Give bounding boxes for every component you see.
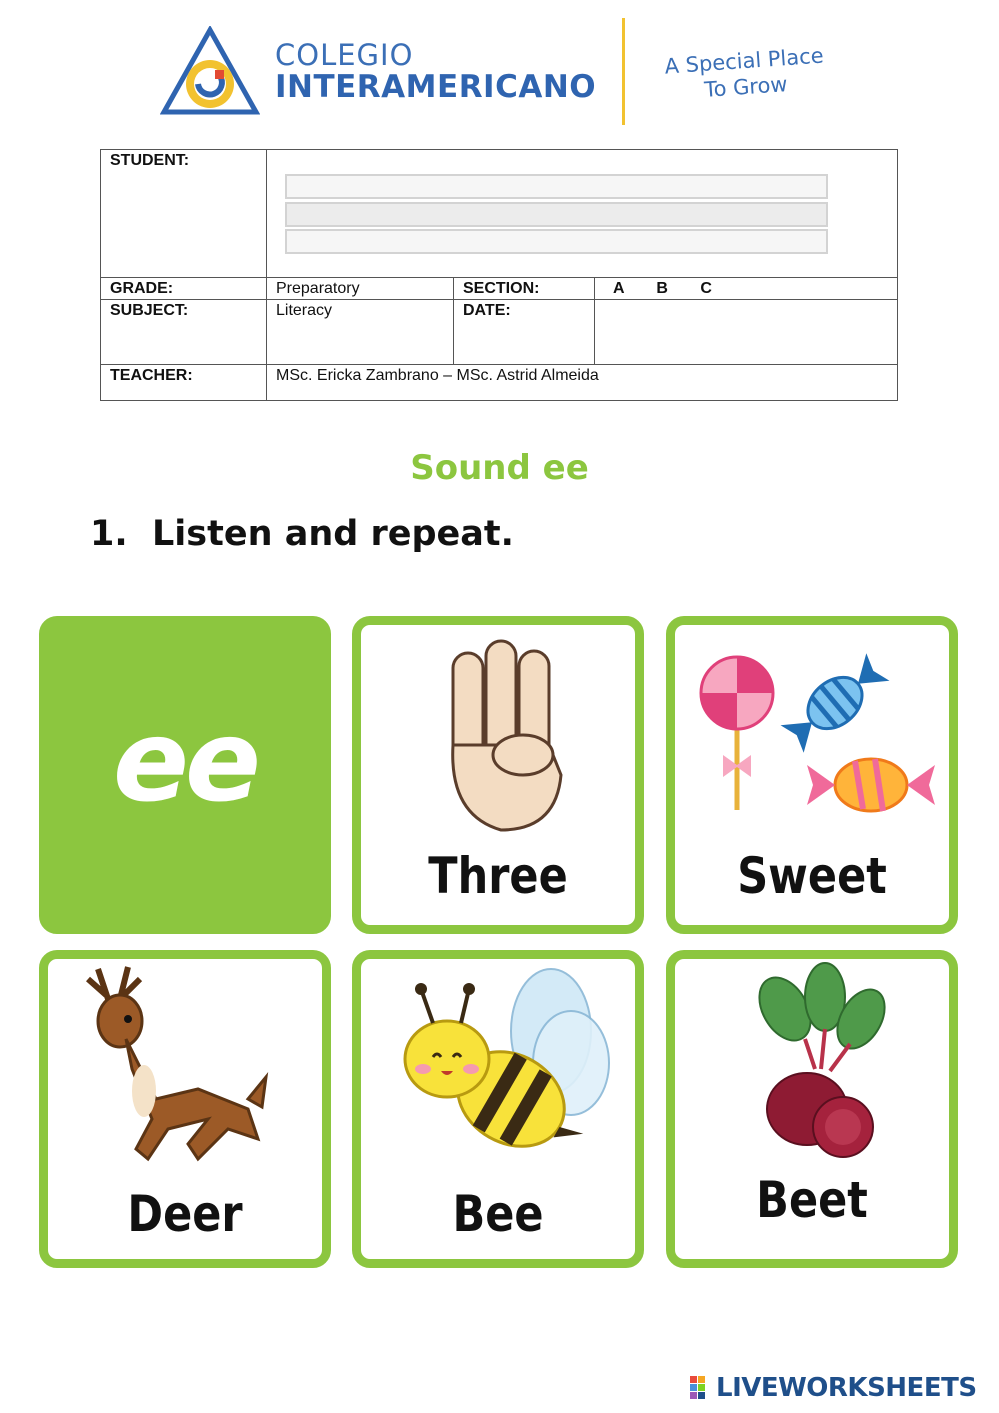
deer-icon [48, 959, 322, 1179]
liveworksheets-logo-icon [690, 1376, 714, 1400]
grade-label: GRADE: [101, 278, 267, 300]
school-tagline [648, 41, 841, 106]
instruction-text: Listen and repeat. [152, 514, 514, 554]
three-fingers-icon [361, 625, 635, 845]
school-logo-icon [160, 26, 260, 116]
tagline-line1: A Special Place [663, 43, 825, 79]
beet-icon [675, 959, 949, 1179]
candy-icon [675, 625, 949, 845]
instruction [90, 514, 514, 554]
section-label: SECTION: [454, 278, 595, 300]
school-name [275, 40, 596, 104]
section-options: A B C [595, 278, 898, 300]
card-word: Deer [127, 1185, 243, 1243]
grade-value: Preparatory [267, 278, 454, 300]
card-word: Three [428, 847, 568, 905]
subject-value: Literacy [267, 300, 454, 365]
card-three [352, 616, 644, 934]
card-word: Bee [452, 1185, 544, 1243]
card-ee [39, 616, 331, 934]
tagline-line2: To Grow [703, 72, 789, 102]
school-name-line1: COLEGIO [275, 38, 414, 72]
teacher-label: TEACHER: [101, 365, 267, 401]
page-title: Sound ee [410, 448, 589, 488]
student-name-cell[interactable] [267, 150, 898, 278]
subject-label: SUBJECT: [101, 300, 267, 365]
date-value-cell[interactable] [595, 300, 898, 365]
writing-line [285, 174, 828, 199]
writing-line [285, 229, 828, 254]
instruction-number: 1. [90, 514, 128, 554]
card-bee [352, 950, 644, 1268]
school-header [160, 18, 860, 128]
card-beet [666, 950, 958, 1268]
bee-icon [361, 959, 635, 1179]
student-info-table [100, 149, 898, 401]
card-ee-letters: ee [113, 697, 257, 827]
card-sweet [666, 616, 958, 934]
card-deer [39, 950, 331, 1268]
card-word: Sweet [737, 847, 887, 905]
teacher-value: MSc. Ericka Zambrano – MSc. Astrid Almeida [267, 365, 898, 401]
student-label: STUDENT: [101, 150, 267, 278]
footer-brand-text: LIVEWORKSHEETS [716, 1373, 977, 1403]
date-label: DATE: [454, 300, 595, 365]
card-word: Beet [756, 1171, 868, 1229]
header-divider [622, 18, 625, 125]
school-name-line2: INTERAMERICANO [275, 69, 597, 105]
writing-line [285, 202, 828, 227]
